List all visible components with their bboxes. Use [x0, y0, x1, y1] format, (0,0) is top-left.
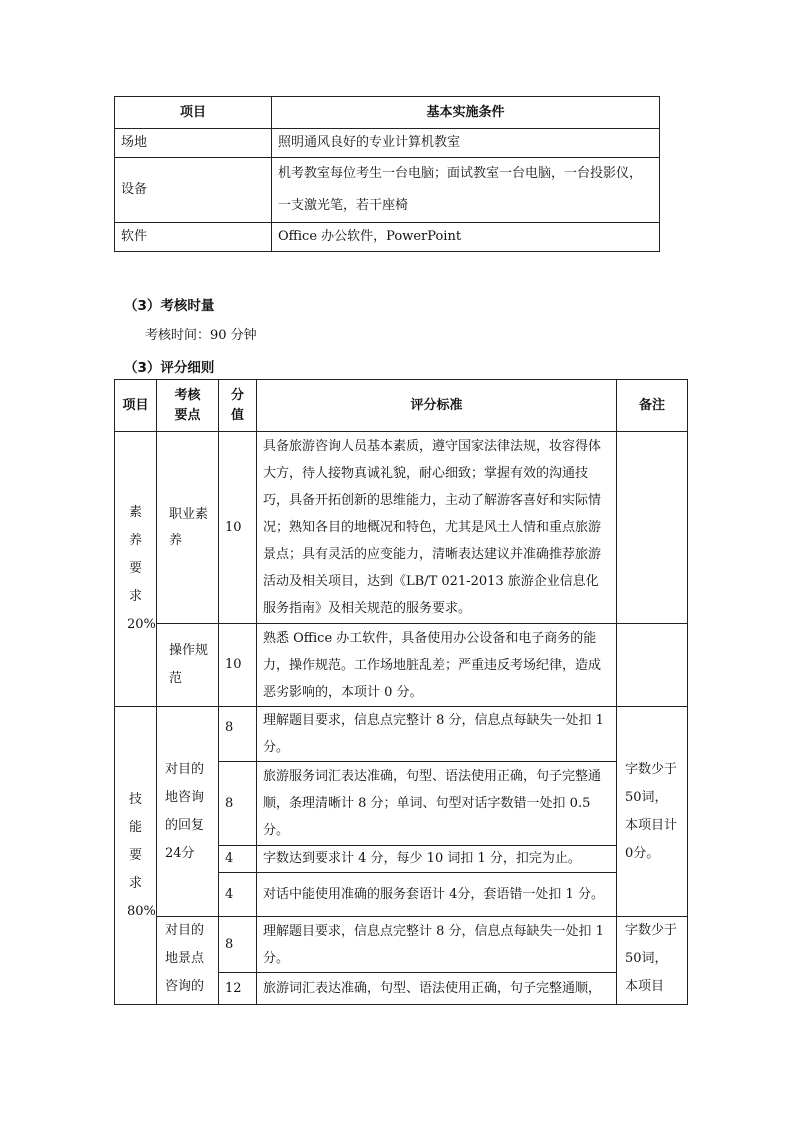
score-cell: 10 [219, 432, 257, 624]
table-row [115, 129, 660, 158]
section-heading-scoring: （3）评分细则 [124, 360, 215, 376]
criteria-cell: 旅游词汇表达准确，句型、语法使用正确，句子完整通顺， [257, 973, 617, 1005]
point-cell: 职业素养 [157, 432, 219, 624]
criteria-cell: 熟悉 Office 办工软件，具备使用办公设备和电子商务的能力，操作规范。工作场地脏乱差；严重违反考场纪律，造成恶劣影响的，本项计 0 分。 [257, 624, 617, 707]
score-cell: 4 [219, 846, 257, 873]
group-item-literacy: 素养要求20% [115, 432, 157, 707]
note-cell: 字数少于50词，本项目计0分。 [617, 707, 688, 917]
criteria-cell: 理解题目要求，信息点完整计 8 分，信息点每缺失一处扣 1 分。 [257, 917, 617, 973]
table-row [115, 707, 688, 762]
row-condition: 机考教室每位考生一台电脑；面试教室一台电脑，一台投影仪，一支激光笔，若干座椅 [272, 158, 660, 223]
conditions-table [114, 96, 660, 252]
point-cell: 对目的地咨询的回复24分 [157, 707, 219, 917]
criteria-cell: 具备旅游咨询人员基本素质，遵守国家法律法规，妆容得体大方，待人接物真诚礼貌，耐心细致；掌握有效的沟通技巧，具备开拓创新的思维能力，主动了解游客喜好和实际情况；熟知各目的地概况和特色，尤其是风土人情和重点旅游景点；具有灵活的应变能力，清晰表达建议并准确推荐旅游活动及相关项目，达到《LB/T 021-2013 旅游企业信息化服务指南》及相关规范的服务要求。 [257, 432, 617, 624]
note-cell [617, 432, 688, 624]
point-cell: 操作规范 [157, 624, 219, 707]
criteria-cell: 字数达到要求计 4 分，每少 10 词扣 1 分，扣完为止。 [257, 846, 617, 873]
header-point: 考核要点 [157, 380, 219, 432]
score-cell: 10 [219, 624, 257, 707]
table-row [115, 432, 688, 624]
note-cell: 字数少于50词，本项目 [617, 917, 688, 1005]
row-condition: Office 办公软件，PowerPoint [272, 223, 660, 252]
score-cell: 4 [219, 873, 257, 917]
scoring-table [114, 379, 688, 1005]
score-cell: 12 [219, 973, 257, 1005]
header-item: 项目 [115, 380, 157, 432]
header-score: 分值 [219, 380, 257, 432]
criteria-cell: 理解题目要求，信息点完整计 8 分，信息点每缺失一处扣 1 分。 [257, 707, 617, 762]
criteria-cell: 对话中能使用准确的服务套语计 4分，套语错一处扣 1 分。 [257, 873, 617, 917]
score-cell: 8 [219, 762, 257, 846]
score-cell: 8 [219, 917, 257, 973]
table-row [115, 624, 688, 707]
note-cell [617, 624, 688, 707]
row-item: 软件 [115, 223, 272, 252]
table-header-row [115, 380, 688, 432]
score-cell: 8 [219, 707, 257, 762]
table-row [115, 223, 660, 252]
header-note: 备注 [617, 380, 688, 432]
exam-time-text: 考核时间：90 分钟 [145, 328, 257, 343]
header-item: 项目 [115, 97, 272, 129]
header-condition: 基本实施条件 [272, 97, 660, 129]
table-row [115, 917, 688, 973]
row-item: 场地 [115, 129, 272, 158]
criteria-cell: 旅游服务词汇表达准确，句型、语法使用正确，句子完整通顺，条理清晰计 8 分；单词、句型对话字数错一处扣 0.5 分。 [257, 762, 617, 846]
table-header-row [115, 97, 660, 129]
row-condition: 照明通风良好的专业计算机教室 [272, 129, 660, 158]
header-criteria: 评分标准 [257, 380, 617, 432]
point-cell: 对目的地景点咨询的 [157, 917, 219, 1005]
table-row [115, 158, 660, 223]
section-heading-time: （3）考核时量 [124, 298, 215, 314]
group-item-skills: 技能要求80% [115, 707, 157, 1005]
row-item: 设备 [115, 158, 272, 223]
